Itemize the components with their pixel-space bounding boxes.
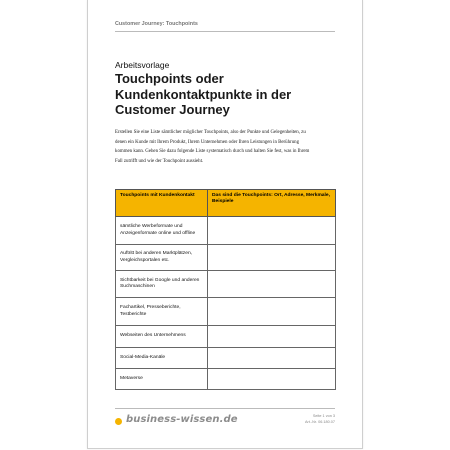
details-cell[interactable] bbox=[208, 217, 336, 245]
details-cell[interactable] bbox=[208, 245, 336, 271]
column-header-details: Das sind die Touchpoints: Ort, Adresse, Merkmale, Beispiele bbox=[208, 190, 336, 217]
table-row bbox=[116, 298, 336, 326]
details-cell[interactable] bbox=[208, 369, 336, 390]
footer-divider bbox=[115, 408, 335, 409]
table-header-row bbox=[116, 190, 336, 217]
intro-paragraph: Erstellen Sie eine Liste sämtlicher möglicher Touchpoints, also der Punkte und Gelegenheiten, zu denen ein Kunde mit Ihrem Produkt, Ihrem Unternehmen oder Ihren Leistungen in Berührung kommen kann. Gehen Sie dazu folgende Liste systematisch durch und halten Sie fest, was in Ihrem Fall zutrifft und wie der Touchpoint aussieht. bbox=[115, 130, 310, 164]
page-info bbox=[305, 413, 335, 425]
details-cell[interactable] bbox=[208, 298, 336, 326]
header-divider bbox=[115, 31, 335, 32]
running-header: Customer Journey: Touchpoints bbox=[115, 21, 198, 27]
document-title: Touchpoints oder Kundenkontaktpunkte in der Customer Journey bbox=[115, 71, 292, 117]
touchpoint-cell: Fachartikel, Presseberichte, Testberichte bbox=[116, 298, 208, 326]
brand-logo: business-wissen.de bbox=[126, 414, 238, 425]
table-row bbox=[116, 217, 336, 245]
document-kicker: Arbeitsvorlage bbox=[115, 60, 170, 70]
touchpoint-cell: Metaverse bbox=[116, 369, 208, 390]
table-row bbox=[116, 245, 336, 271]
table-row bbox=[116, 369, 336, 390]
document-page bbox=[87, 0, 363, 449]
touchpoint-cell: Social-Media-Kanäle bbox=[116, 348, 208, 369]
table-row bbox=[116, 348, 336, 369]
touchpoint-cell: Webseiten des Unternehmens bbox=[116, 326, 208, 348]
details-cell[interactable] bbox=[208, 271, 336, 298]
column-header-touchpoints: Touchpoints mit Kundenkontakt bbox=[116, 190, 208, 217]
table-row bbox=[116, 271, 336, 298]
details-cell[interactable] bbox=[208, 326, 336, 348]
touchpoints-table bbox=[115, 189, 336, 390]
details-cell[interactable] bbox=[208, 348, 336, 369]
page-number: Seite 1 von 3 bbox=[312, 414, 335, 418]
article-number: Art.-Nr. 06.180.07 bbox=[305, 420, 335, 424]
touchpoint-cell: Sichtbarkeit bei Google und anderen Suchmaschinen bbox=[116, 271, 208, 298]
table-row bbox=[116, 326, 336, 348]
touchpoint-cell: Auftritt bei anderen Marktplätzen, Vergleichsportalen etc. bbox=[116, 245, 208, 271]
logo-dot-icon bbox=[115, 418, 122, 425]
touchpoint-cell: sämtliche Werbeformate und Anzeigenformate online und offline bbox=[116, 217, 208, 245]
